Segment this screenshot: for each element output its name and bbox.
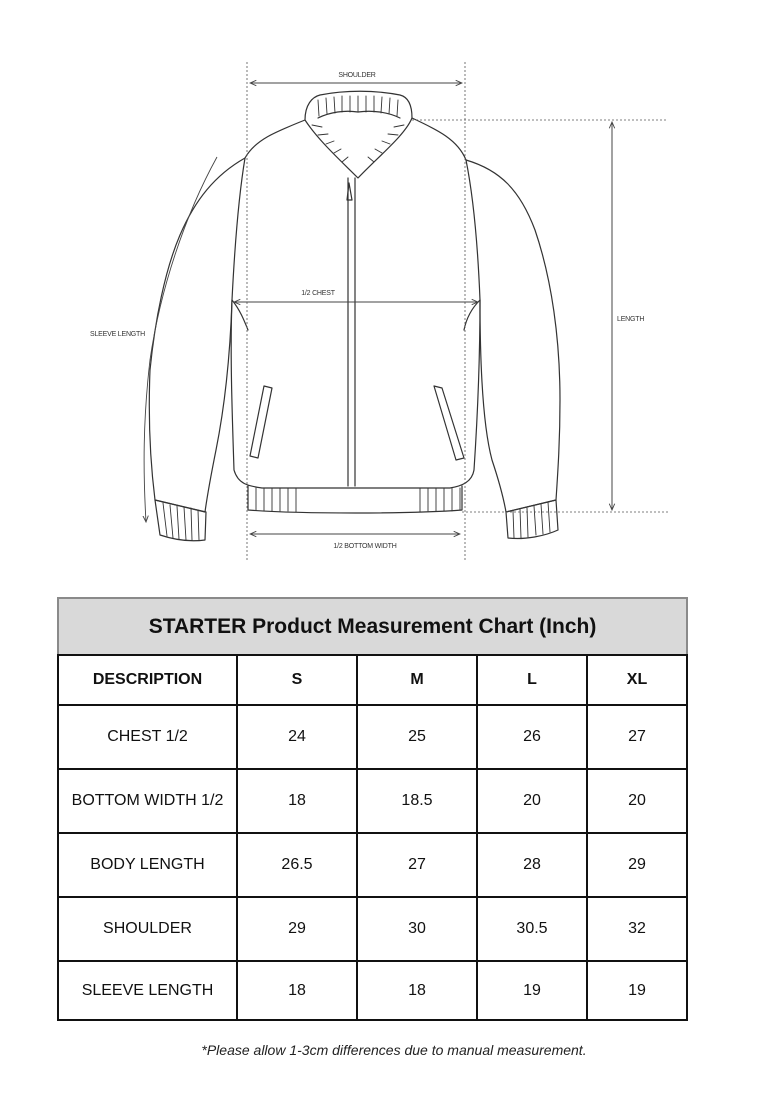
table-cell: 27 [587, 705, 687, 769]
table-cell: 28 [477, 833, 587, 897]
table-cell: 30 [357, 897, 477, 961]
table-row [58, 833, 687, 897]
right-sleeve-outline [466, 160, 560, 512]
row-label: CHEST 1/2 [58, 705, 237, 769]
sleeve-length-label: SLEEVE LENGTH [90, 331, 145, 338]
left-sleeve-outline [149, 158, 245, 512]
table-row [58, 961, 687, 1020]
chest-label: 1/2 CHEST [301, 290, 335, 297]
header-size-m: M [357, 655, 477, 705]
table-cell: 29 [587, 833, 687, 897]
table-cell: 24 [237, 705, 357, 769]
table-cell: 29 [237, 897, 357, 961]
table-row [58, 769, 687, 833]
header-size-xl: XL [587, 655, 687, 705]
table-row [58, 897, 687, 961]
table-cell: 18 [357, 961, 477, 1020]
table-cell: 27 [357, 833, 477, 897]
row-label: BOTTOM WIDTH 1/2 [58, 769, 237, 833]
table-cell: 26.5 [237, 833, 357, 897]
table-cell: 18 [237, 769, 357, 833]
header-description: DESCRIPTION [58, 655, 237, 705]
right-pocket [434, 386, 464, 460]
header-row [58, 655, 687, 705]
table-cell: 32 [587, 897, 687, 961]
sleeve-length-measure-curve [144, 157, 217, 522]
bottom-width-label: 1/2 BOTTOM WIDTH [333, 543, 397, 550]
table-cell: 19 [587, 961, 687, 1020]
row-label: SLEEVE LENGTH [58, 961, 237, 1020]
row-label: BODY LENGTH [58, 833, 237, 897]
table-cell: 20 [477, 769, 587, 833]
table-cell: 19 [477, 961, 587, 1020]
table-cell: 18 [237, 961, 357, 1020]
table-cell: 20 [587, 769, 687, 833]
left-pocket [250, 386, 272, 458]
table-row [58, 705, 687, 769]
table-cell: 26 [477, 705, 587, 769]
table-cell: 25 [357, 705, 477, 769]
table-cell: 18.5 [357, 769, 477, 833]
length-label: LENGTH [617, 316, 645, 323]
chart-title: STARTER Product Measurement Chart (Inch) [58, 598, 687, 655]
measurement-chart [57, 597, 688, 1021]
row-label: SHOULDER [58, 897, 237, 961]
shoulder-label: SHOULDER [338, 72, 376, 79]
header-size-s: S [237, 655, 357, 705]
header-size-l: L [477, 655, 587, 705]
measurement-note: *Please allow 1-3cm differences due to manual measurement. [201, 1042, 587, 1058]
table-cell: 30.5 [477, 897, 587, 961]
